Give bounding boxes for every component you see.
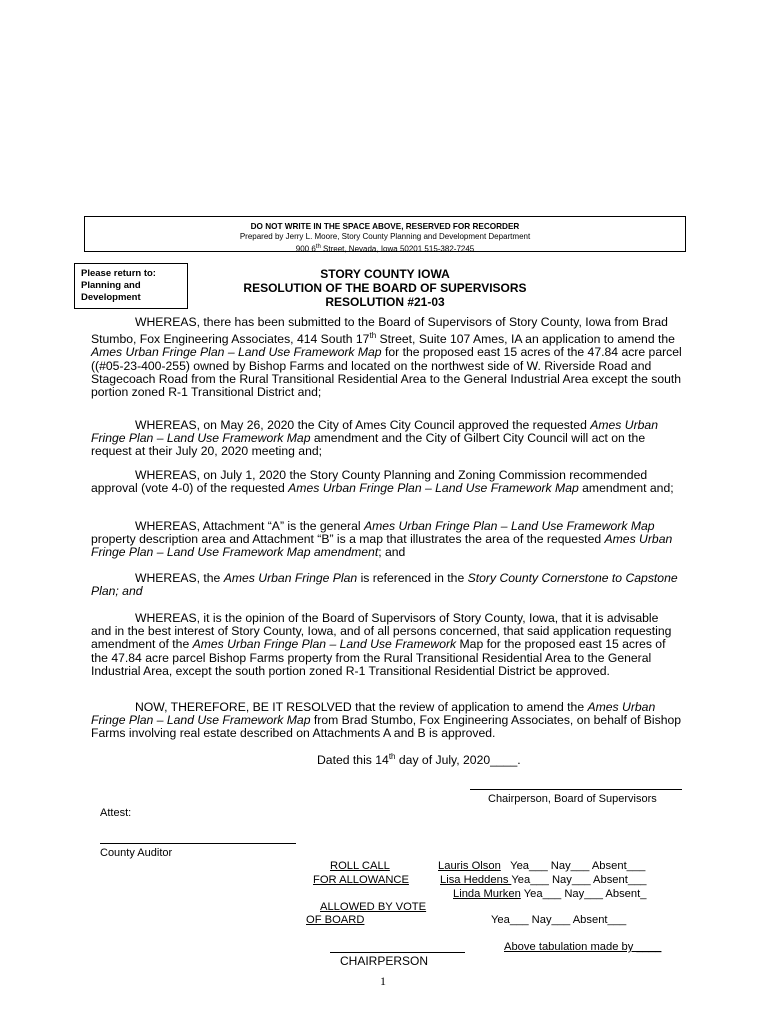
- voter-name: Lauris Olson: [438, 860, 501, 872]
- whereas-paragraph-1: WHEREAS, there has been submitted to the Board of Supervisors of Story County, Iowa from Brad Stumbo, Fox Engineering Associates, 414 South 17th Street, Suite 107 Ames, IA an application to amend the Ames Urban Fringe Plan – Land Use Framework Map for the proposed east 15 acres of the 47.84 acre parcel ((#05-23-400-255) owned by Bishop Farms and located on the northwest side of W. Riverside Road and Stagecoach Road from the Rural Transitional Residential Area to the General Industrial Area except the south portion zoned R-1 Transitional District and;: [91, 315, 682, 400]
- return-to-box: [74, 263, 188, 309]
- recorder-notice: DO NOT WRITE IN THE SPACE ABOVE, RESERVED FOR RECORDER: [250, 222, 520, 231]
- recorder-box: [84, 216, 686, 252]
- vote-row-murken: [453, 888, 646, 900]
- chair-signature-label: Chairperson, Board of Supervisors: [488, 793, 657, 805]
- for-allowance-label: FOR ALLOWANCE: [313, 874, 409, 886]
- voter-name: Lisa Heddens: [440, 874, 512, 886]
- chairperson-label: CHAIRPERSON: [340, 954, 429, 968]
- board-vote-fields: Yea___ Nay___ Absent___: [491, 914, 627, 926]
- dated-line: Dated this 14th day of July, 2020____.: [317, 752, 521, 768]
- whereas-paragraph-6: WHEREAS, it is the opinion of the Board of Supervisors of Story County, Iowa, that it is advisable and in the best interest of Story County, Iowa, and of all persons concerned, that said application requesting amendment of the Ames Urban Fringe Plan – Land Use Framework Map for the proposed east 15 acres of the 47.84 acre parcel Bishop Farms property from the Rural Transitional Residential Area to the General Industrial Area, except the south portion zoned R-1 Transitional Residential District be approved.: [91, 611, 672, 678]
- whereas-paragraph-2: WHEREAS, on May 26, 2020 the City of Ames City Council approved the requested Ames Urban Fringe Plan – Land Use Framework Map amendment and the City of Gilbert City Council will act on the request at their July 20, 2020 meeting and;: [91, 418, 658, 459]
- attest-label: Attest:: [100, 807, 132, 819]
- whereas-paragraph-4: WHEREAS, Attachment “A” is the general Ames Urban Fringe Plan – Land Use Framework Map property description area and Attachment “B” is a map that illustrates the area of the requested Ames Urban Fringe Plan – Land Use Framework Map amendment; and: [91, 519, 673, 560]
- allowed-by-vote-label: ALLOWED BY VOTE: [320, 901, 427, 913]
- vote-row-olson: [438, 860, 645, 872]
- resolved-paragraph: NOW, THEREFORE, BE IT RESOLVED that the review of application to amend the Ames Urban Fringe Plan – Land Use Framework Map from Brad Stumbo, Fox Engineering Associates, on behalf of Bishop Farms involving real estate described on Attachments A and B is approved.: [91, 700, 682, 741]
- title-resolution-board: RESOLUTION OF THE BOARD OF SUPERVISORS: [243, 281, 527, 295]
- title-resolution-number: RESOLUTION #21-03: [325, 295, 445, 309]
- tabulation-label: Above tabulation made by ____: [504, 941, 662, 953]
- vote-row-heddens: [440, 874, 647, 886]
- whereas-paragraph-5: WHEREAS, the Ames Urban Fringe Plan is referenced in the Story County Cornerstone to Capstone Plan; and: [91, 571, 678, 599]
- title-county: STORY COUNTY IOWA: [320, 267, 450, 281]
- chairperson-signature-line: [330, 952, 465, 953]
- whereas-paragraph-3: WHEREAS, on July 1, 2020 the Story County Planning and Zoning Commission recommended approval (vote 4-0) of the requested Ames Urban Fringe Plan – Land Use Framework Map amendment and;: [91, 468, 674, 496]
- return-to-line1: Please return to:: [81, 268, 156, 279]
- vote-fields: Yea___ Nay___ Absent___: [511, 874, 647, 886]
- auditor-signature-line: [100, 843, 296, 844]
- voter-name: Linda Murken: [453, 888, 521, 900]
- return-to-line3: Development: [81, 292, 141, 303]
- preparer-address: 900 6th Street, Nevada, Iowa 50201 515-382-7245: [295, 244, 475, 254]
- prepared-by: Prepared by Jerry L. Moore, Story County Planning and Development Department: [239, 232, 531, 241]
- return-to-line2: Planning and: [81, 280, 141, 291]
- chair-signature-line: [470, 789, 682, 790]
- roll-call-label: ROLL CALL: [330, 860, 390, 872]
- vote-fields: Yea___ Nay___ Absent_: [520, 888, 647, 900]
- of-board-label: OF BOARD: [306, 914, 365, 926]
- auditor-label: County Auditor: [100, 847, 173, 859]
- page-number: 1: [380, 974, 386, 988]
- vote-fields: Yea___ Nay___ Absent___: [510, 860, 646, 872]
